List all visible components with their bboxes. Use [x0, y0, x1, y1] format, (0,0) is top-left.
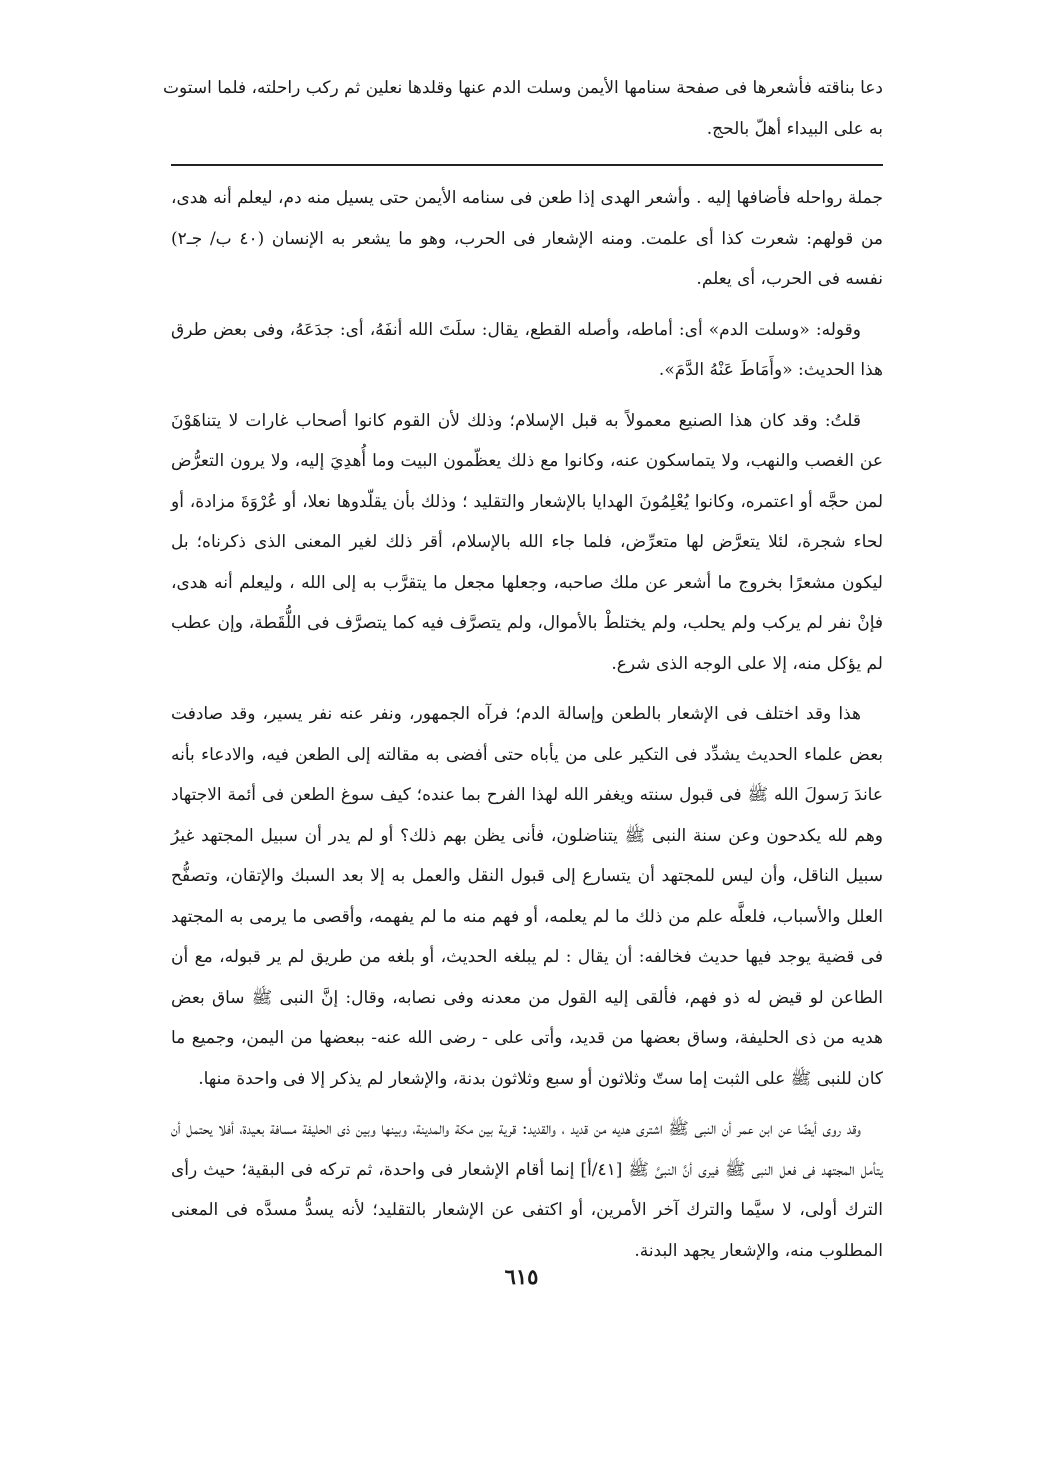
commentary-paragraph: جملة رواحله فأضافها إليه . وأشعر الهدى إذا طعن فى سنامه الأيمن حتى يسيل منه دم، ليعلم أنه هدى، من قولهم: شعرت كذا أى علمت. ومنه الإشعار فى الحرب، وهو ما يشعر به الإنسان (٤٠ ب/ جـ٢) نفسه فى الحرب، أى يعلم.: [171, 188, 883, 289]
commentary-paragraph: وقوله: «وسلت الدم» أى: أماطه، وأصله القطع، يقال: سلَتَ الله أنفَهُ، أى: جدَعَهُ، وفى بعض طرق هذا الحديث: «وأَمَاطَ عَنْهُ الدَّمَ».: [171, 319, 883, 380]
commentary-paragraph: وقد روى أيضًا عن ابن عمر أن النبى ﷺ اشترى هديه من قديد ، والقديد: قرية بين مكة والمدينة، وبينها وبين ذى الحليفة مسافة بعيدة، أفلا يحتمل أن يتأمل المجتهد فى فعل النبى ﷺ فيرى أنَّ النبىَّ ﷺ [٤١/أ] إنما أقام الإشعار فى واحدة، ثم تركه فى البقية؛ حيث رأى الترك أولى، لا سيَّما والترك آخر الأمرين، أو اكتفى عن الإشعار بالتقليد؛ لأنه يسدُّ مسدَّه فى المعنى المطلوب منه، والإشعار يجهد البدنة.: [171, 1119, 883, 1261]
commentary-paragraph: قلتُ: وقد كان هذا الصنيع معمولاً به قبل الإسلام؛ وذلك لأن القوم كانوا أصحاب غارات لا يتناهَوْنَ عن الغصب والنهب، ولا يتماسكون عنه، وكانوا مع ذلك يعظّمون البيت وما أُهدِيَ إليه، ولا يرون التعرُّض لمن حجَّه أو اعتمره، وكانوا يُعْلِمُونَ الهدايا بالإشعار والتقليد ؛ وذلك بأن يقلّدوها نعلا، أو عُرْوَةَ مزادة، أو لحاء شجرة، لئلا يتعرَّض لها متعرِّض، فلما جاء الله بالإسلام، أقر ذلك لغير المعنى الذى ذكرناه؛ بل ليكون مشعرًا بخروج ما أشعر عن ملك صاحبه، وجعلها مجعل ما يتقرَّب به إلى الله ، وليعلم أنه هدى، فإنْ نفر لم يركب ولم يحلب، ولم يختلطْ بالأموال، ولم يتصرَّف فيه كما يتصرَّف فى اللُّقَطة، وإن عطب لم يؤكل منه، إلا على الوجه الذى شرع.: [171, 410, 883, 674]
page-number: ٦١٥: [504, 1264, 539, 1289]
commentary: [171, 178, 883, 1281]
footnote-separator: [171, 164, 883, 166]
hadith-text: دعا بناقته فأشعرها فى صفحة سنامها الأيمن وسلت الدم عنها وقلدها نعلين ثم ركب راحلته، فلما استوت به على البيداء أهلّ بالحج.: [163, 78, 883, 139]
commentary-paragraph: هذا وقد اختلف فى الإشعار بالطعن وإسالة الدم؛ فرآه الجمهور، ونفر عنه نفر يسير، وقد صادفت بعض علماء الحديث يشدِّد فى التكير على من يأباه حتى أفضى به مقالته إلى الطعن فيه، والادعاء بأنه عاندَ رَسولَ الله ﷺ فى قبول سنته ويغفر الله لهذا الفرح بما عنده؛ كيف سوغ الطعن فى أئمة الاجتهاد وهم لله يكدحون وعن سنة النبى ﷺ يتناضلون، فأنى يظن بهم ذلك؟ أو لم يدر أن سبيل المجتهد غيرُ سبيل الناقل، وأن ليس للمجتهد أن يتسارع إلى قبول النقل والعمل به إلا بعد السبك والإتقان، وتصفُّح العلل والأسباب، فلعلَّه علم من ذلك ما لم يعلمه، أو فهم منه ما لم يفهمه، وأقصى ما يرمى به المجتهد فى قضية يوجد فيها حديث فخالفه: أن يقال : لم يبلغه الحديث، أو بلغه من طريق لم ير قبوله، مع أن الطاعن لو قيض له ذو فهم، فألقى إليه القول من معدنه وفى نصابه، وقال: إنَّ النبى ﷺ ساق بعض هديه من ذى الحليفة، وساق بعضها من قديد، وأتى على - رضى الله عنه- ببعضها من اليمن، وجميع ما كان للنبى ﷺ على الثبت إما ستّ وثلاثون أو سبع وثلاثون بدنة، والإشعار لم يذكر إلا فى واحدة منها.: [171, 704, 883, 1089]
